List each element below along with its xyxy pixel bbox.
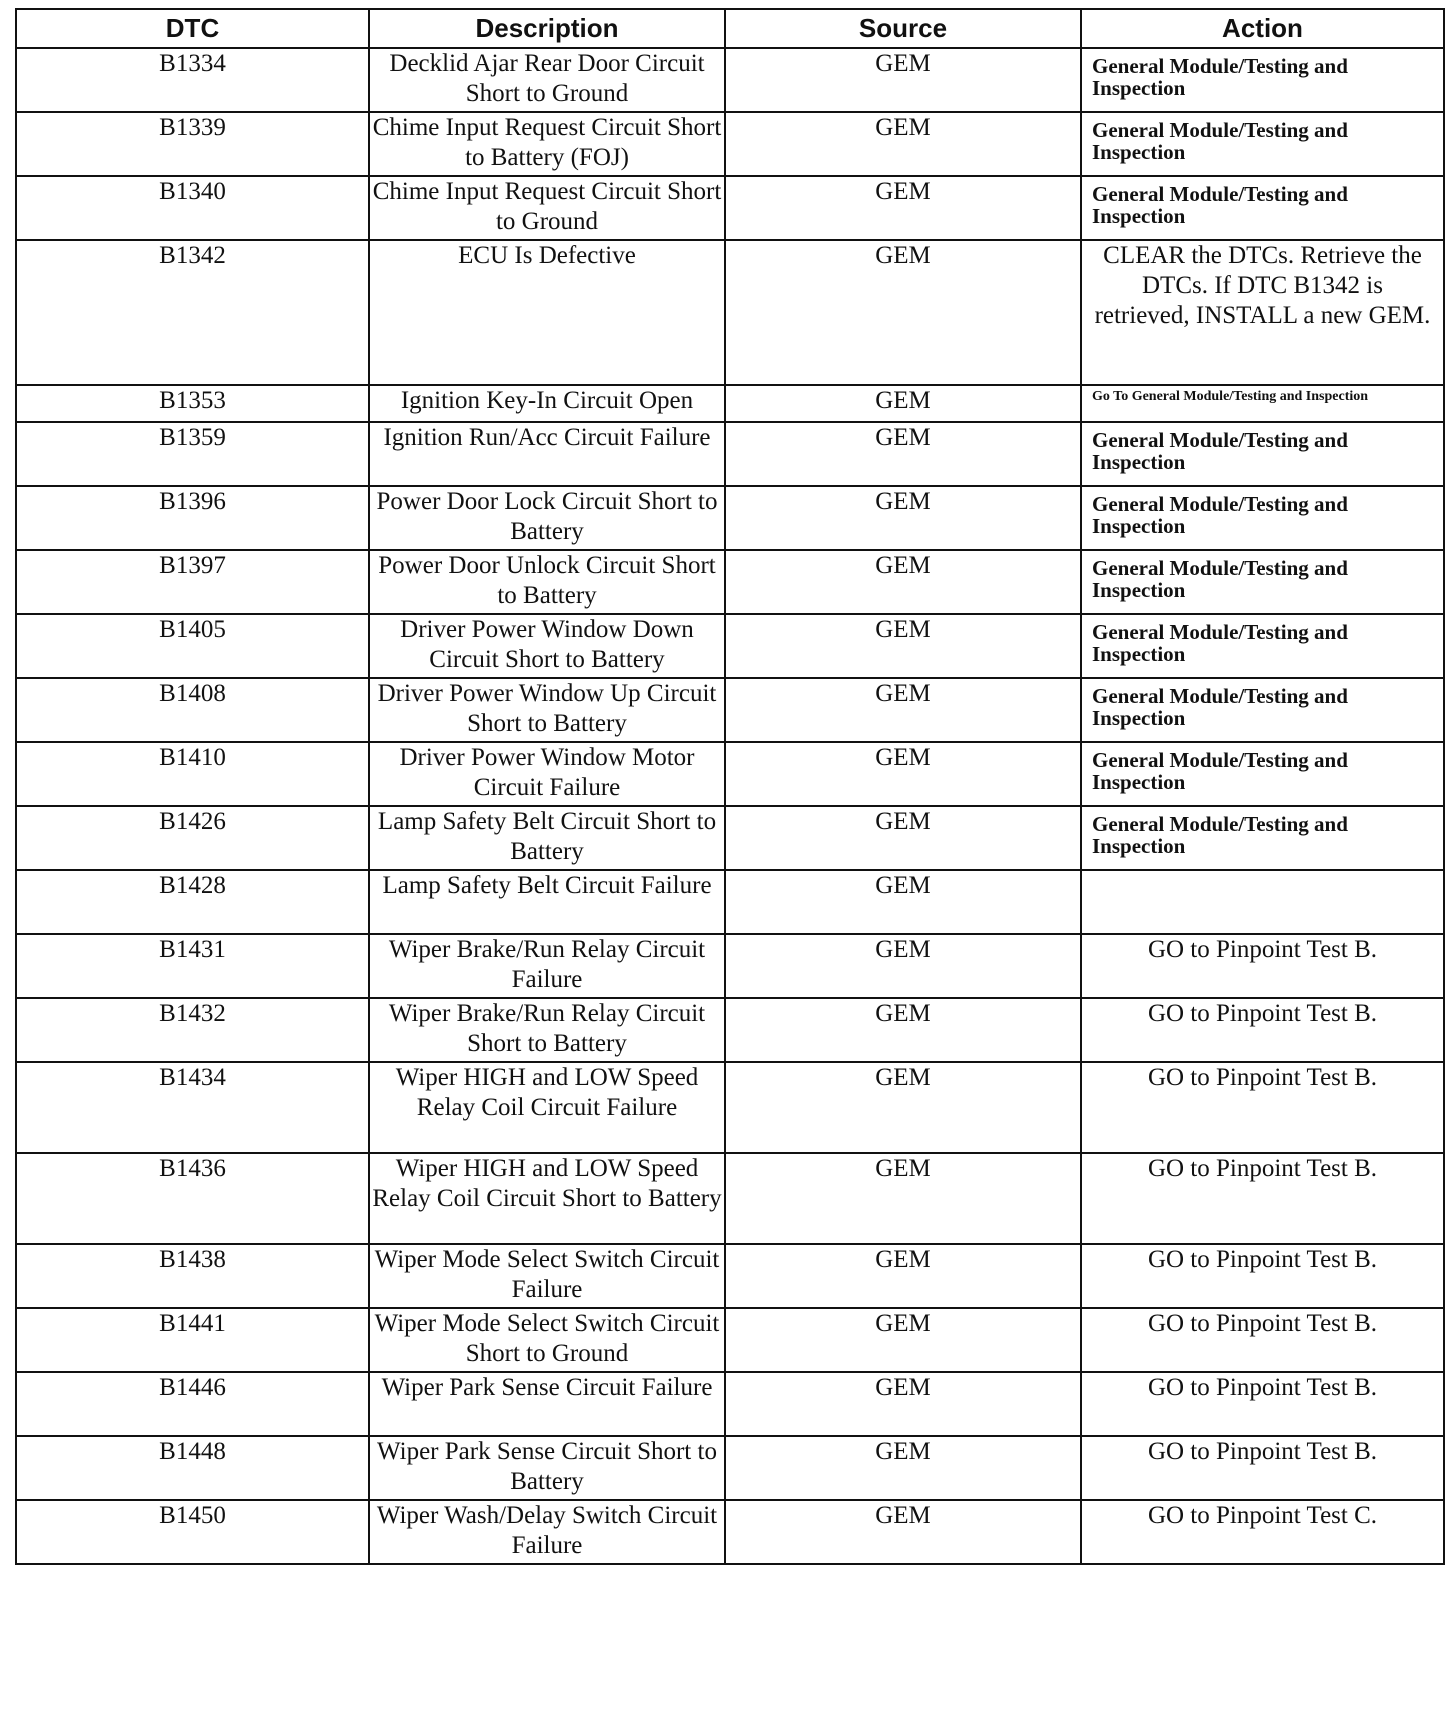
dtc-code: B1431 (16, 934, 369, 998)
dtc-action-cell (1081, 870, 1444, 934)
dtc-description: Wiper Mode Select Switch Circuit Failure (369, 1244, 725, 1308)
dtc-description: Power Door Lock Circuit Short to Battery (369, 486, 725, 550)
dtc-action: Go To General Module/Testing and Inspection (1092, 389, 1369, 404)
dtc-action-cell (1081, 1244, 1444, 1308)
dtc-source: GEM (725, 550, 1081, 614)
header-row (16, 9, 1444, 48)
dtc-action-cell (1081, 1062, 1444, 1153)
table-row (16, 806, 1444, 870)
dtc-action-cell (1081, 1153, 1444, 1244)
header-source: Source (725, 9, 1081, 48)
dtc-code: B1396 (16, 486, 369, 550)
dtc-source: GEM (725, 112, 1081, 176)
table-row (16, 422, 1444, 486)
dtc-action-cell (1081, 550, 1444, 614)
table-row (16, 678, 1444, 742)
dtc-description: ECU Is Defective (369, 240, 725, 385)
dtc-code: B1432 (16, 998, 369, 1062)
dtc-source: GEM (725, 240, 1081, 385)
dtc-description: Decklid Ajar Rear Door Circuit Short to Ground (369, 48, 725, 112)
dtc-code: B1436 (16, 1153, 369, 1244)
dtc-code: B1397 (16, 550, 369, 614)
dtc-code: B1408 (16, 678, 369, 742)
table-row (16, 1153, 1444, 1244)
dtc-description: Wiper Park Sense Circuit Failure (369, 1372, 725, 1436)
dtc-action-cell (1081, 1308, 1444, 1372)
dtc-source: GEM (725, 385, 1081, 422)
dtc-source: GEM (725, 1372, 1081, 1436)
dtc-description: Lamp Safety Belt Circuit Short to Battery (369, 806, 725, 870)
dtc-action: GO to Pinpoint Test B. (1147, 1155, 1378, 1182)
dtc-action-cell (1081, 1372, 1444, 1436)
dtc-description: Ignition Run/Acc Circuit Failure (369, 422, 725, 486)
dtc-action-cell (1081, 806, 1444, 870)
dtc-action-cell (1081, 385, 1444, 422)
header-description: Description (369, 9, 725, 48)
dtc-code: B1448 (16, 1436, 369, 1500)
dtc-code: B1428 (16, 870, 369, 934)
dtc-source: GEM (725, 1500, 1081, 1564)
table-row (16, 1244, 1444, 1308)
dtc-source: GEM (725, 806, 1081, 870)
dtc-description: Wiper Wash/Delay Switch Circuit Failure (369, 1500, 725, 1564)
dtc-source: GEM (725, 614, 1081, 678)
dtc-action: General Module/Testing and Inspection (1092, 684, 1348, 730)
dtc-description: Ignition Key-In Circuit Open (369, 385, 725, 422)
dtc-action: General Module/Testing and Inspection (1092, 748, 1348, 794)
dtc-action-cell (1081, 48, 1444, 112)
table-row (16, 934, 1444, 998)
dtc-source: GEM (725, 1436, 1081, 1500)
dtc-action: General Module/Testing and Inspection (1092, 556, 1348, 602)
header-dtc: DTC (16, 9, 369, 48)
table-row (16, 998, 1444, 1062)
dtc-source: GEM (725, 176, 1081, 240)
table-row (16, 1308, 1444, 1372)
dtc-action: General Module/Testing and Inspection (1092, 54, 1348, 100)
dtc-code: B1441 (16, 1308, 369, 1372)
dtc-action-cell (1081, 112, 1444, 176)
dtc-source: GEM (725, 678, 1081, 742)
table-row (16, 550, 1444, 614)
dtc-source: GEM (725, 1153, 1081, 1244)
dtc-source: GEM (725, 1062, 1081, 1153)
dtc-action: GO to Pinpoint Test B. (1147, 1310, 1378, 1337)
dtc-source: GEM (725, 422, 1081, 486)
header-action: Action (1081, 9, 1444, 48)
dtc-code: B1426 (16, 806, 369, 870)
dtc-code: B1450 (16, 1500, 369, 1564)
dtc-description: Driver Power Window Up Circuit Short to Battery (369, 678, 725, 742)
dtc-code: B1353 (16, 385, 369, 422)
dtc-description: Wiper HIGH and LOW Speed Relay Coil Circuit Short to Battery (369, 1153, 725, 1244)
dtc-code: B1405 (16, 614, 369, 678)
dtc-description: Lamp Safety Belt Circuit Failure (369, 870, 725, 934)
dtc-source: GEM (725, 998, 1081, 1062)
dtc-action-cell (1081, 998, 1444, 1062)
table-body (16, 48, 1444, 1564)
table-row (16, 742, 1444, 806)
table-row (16, 870, 1444, 934)
dtc-action: CLEAR the DTCs. Retrieve the DTCs. If DTC B1342 is retrieved, INSTALL a new GEM. (1094, 242, 1431, 329)
dtc-action-cell (1081, 1436, 1444, 1500)
dtc-action-cell (1081, 240, 1444, 385)
dtc-description: Driver Power Window Down Circuit Short to Battery (369, 614, 725, 678)
dtc-action: GO to Pinpoint Test B. (1147, 1000, 1378, 1027)
dtc-action-cell (1081, 1500, 1444, 1564)
dtc-action-cell (1081, 614, 1444, 678)
dtc-code: B1342 (16, 240, 369, 385)
dtc-code: B1340 (16, 176, 369, 240)
dtc-description: Wiper Mode Select Switch Circuit Short to Ground (369, 1308, 725, 1372)
dtc-source: GEM (725, 1308, 1081, 1372)
dtc-action-cell (1081, 678, 1444, 742)
dtc-code: B1339 (16, 112, 369, 176)
dtc-code: B1434 (16, 1062, 369, 1153)
dtc-action: General Module/Testing and Inspection (1092, 118, 1348, 164)
table-row (16, 1372, 1444, 1436)
dtc-source: GEM (725, 870, 1081, 934)
dtc-action-cell (1081, 176, 1444, 240)
table-row (16, 486, 1444, 550)
dtc-action: GO to Pinpoint Test B. (1147, 1246, 1378, 1273)
dtc-table (15, 8, 1445, 1565)
table-row (16, 385, 1444, 422)
table-row (16, 48, 1444, 112)
dtc-table-container (15, 8, 1443, 1565)
dtc-action: GO to Pinpoint Test B. (1147, 936, 1378, 963)
dtc-action-cell (1081, 422, 1444, 486)
dtc-action: GO to Pinpoint Test C. (1147, 1502, 1378, 1529)
dtc-code: B1359 (16, 422, 369, 486)
dtc-description: Wiper Brake/Run Relay Circuit Short to Battery (369, 998, 725, 1062)
table-row (16, 1062, 1444, 1153)
table-row (16, 112, 1444, 176)
table-row (16, 1436, 1444, 1500)
dtc-action: GO to Pinpoint Test B. (1147, 1374, 1378, 1401)
dtc-action: GO to Pinpoint Test B. (1147, 1438, 1378, 1465)
dtc-description: Chime Input Request Circuit Short to Ground (369, 176, 725, 240)
dtc-action: General Module/Testing and Inspection (1092, 182, 1348, 228)
table-row (16, 176, 1444, 240)
dtc-code: B1410 (16, 742, 369, 806)
dtc-action: GO to Pinpoint Test B. (1147, 1064, 1378, 1091)
dtc-code: B1446 (16, 1372, 369, 1436)
dtc-source: GEM (725, 486, 1081, 550)
dtc-action-cell (1081, 486, 1444, 550)
dtc-description: Wiper Brake/Run Relay Circuit Failure (369, 934, 725, 998)
table-row (16, 614, 1444, 678)
dtc-action-cell (1081, 742, 1444, 806)
dtc-source: GEM (725, 742, 1081, 806)
dtc-action-cell (1081, 934, 1444, 998)
table-row (16, 240, 1444, 385)
dtc-action: General Module/Testing and Inspection (1092, 620, 1348, 666)
dtc-description: Power Door Unlock Circuit Short to Battery (369, 550, 725, 614)
dtc-action: General Module/Testing and Inspection (1092, 812, 1348, 858)
dtc-code: B1438 (16, 1244, 369, 1308)
dtc-description: Chime Input Request Circuit Short to Battery (FOJ) (369, 112, 725, 176)
dtc-source: GEM (725, 48, 1081, 112)
dtc-description: Wiper HIGH and LOW Speed Relay Coil Circuit Failure (369, 1062, 725, 1153)
dtc-action: General Module/Testing and Inspection (1092, 492, 1348, 538)
dtc-source: GEM (725, 1244, 1081, 1308)
dtc-source: GEM (725, 934, 1081, 998)
dtc-description: Wiper Park Sense Circuit Short to Battery (369, 1436, 725, 1500)
dtc-code: B1334 (16, 48, 369, 112)
dtc-action: General Module/Testing and Inspection (1092, 428, 1348, 474)
table-row (16, 1500, 1444, 1564)
dtc-description: Driver Power Window Motor Circuit Failure (369, 742, 725, 806)
